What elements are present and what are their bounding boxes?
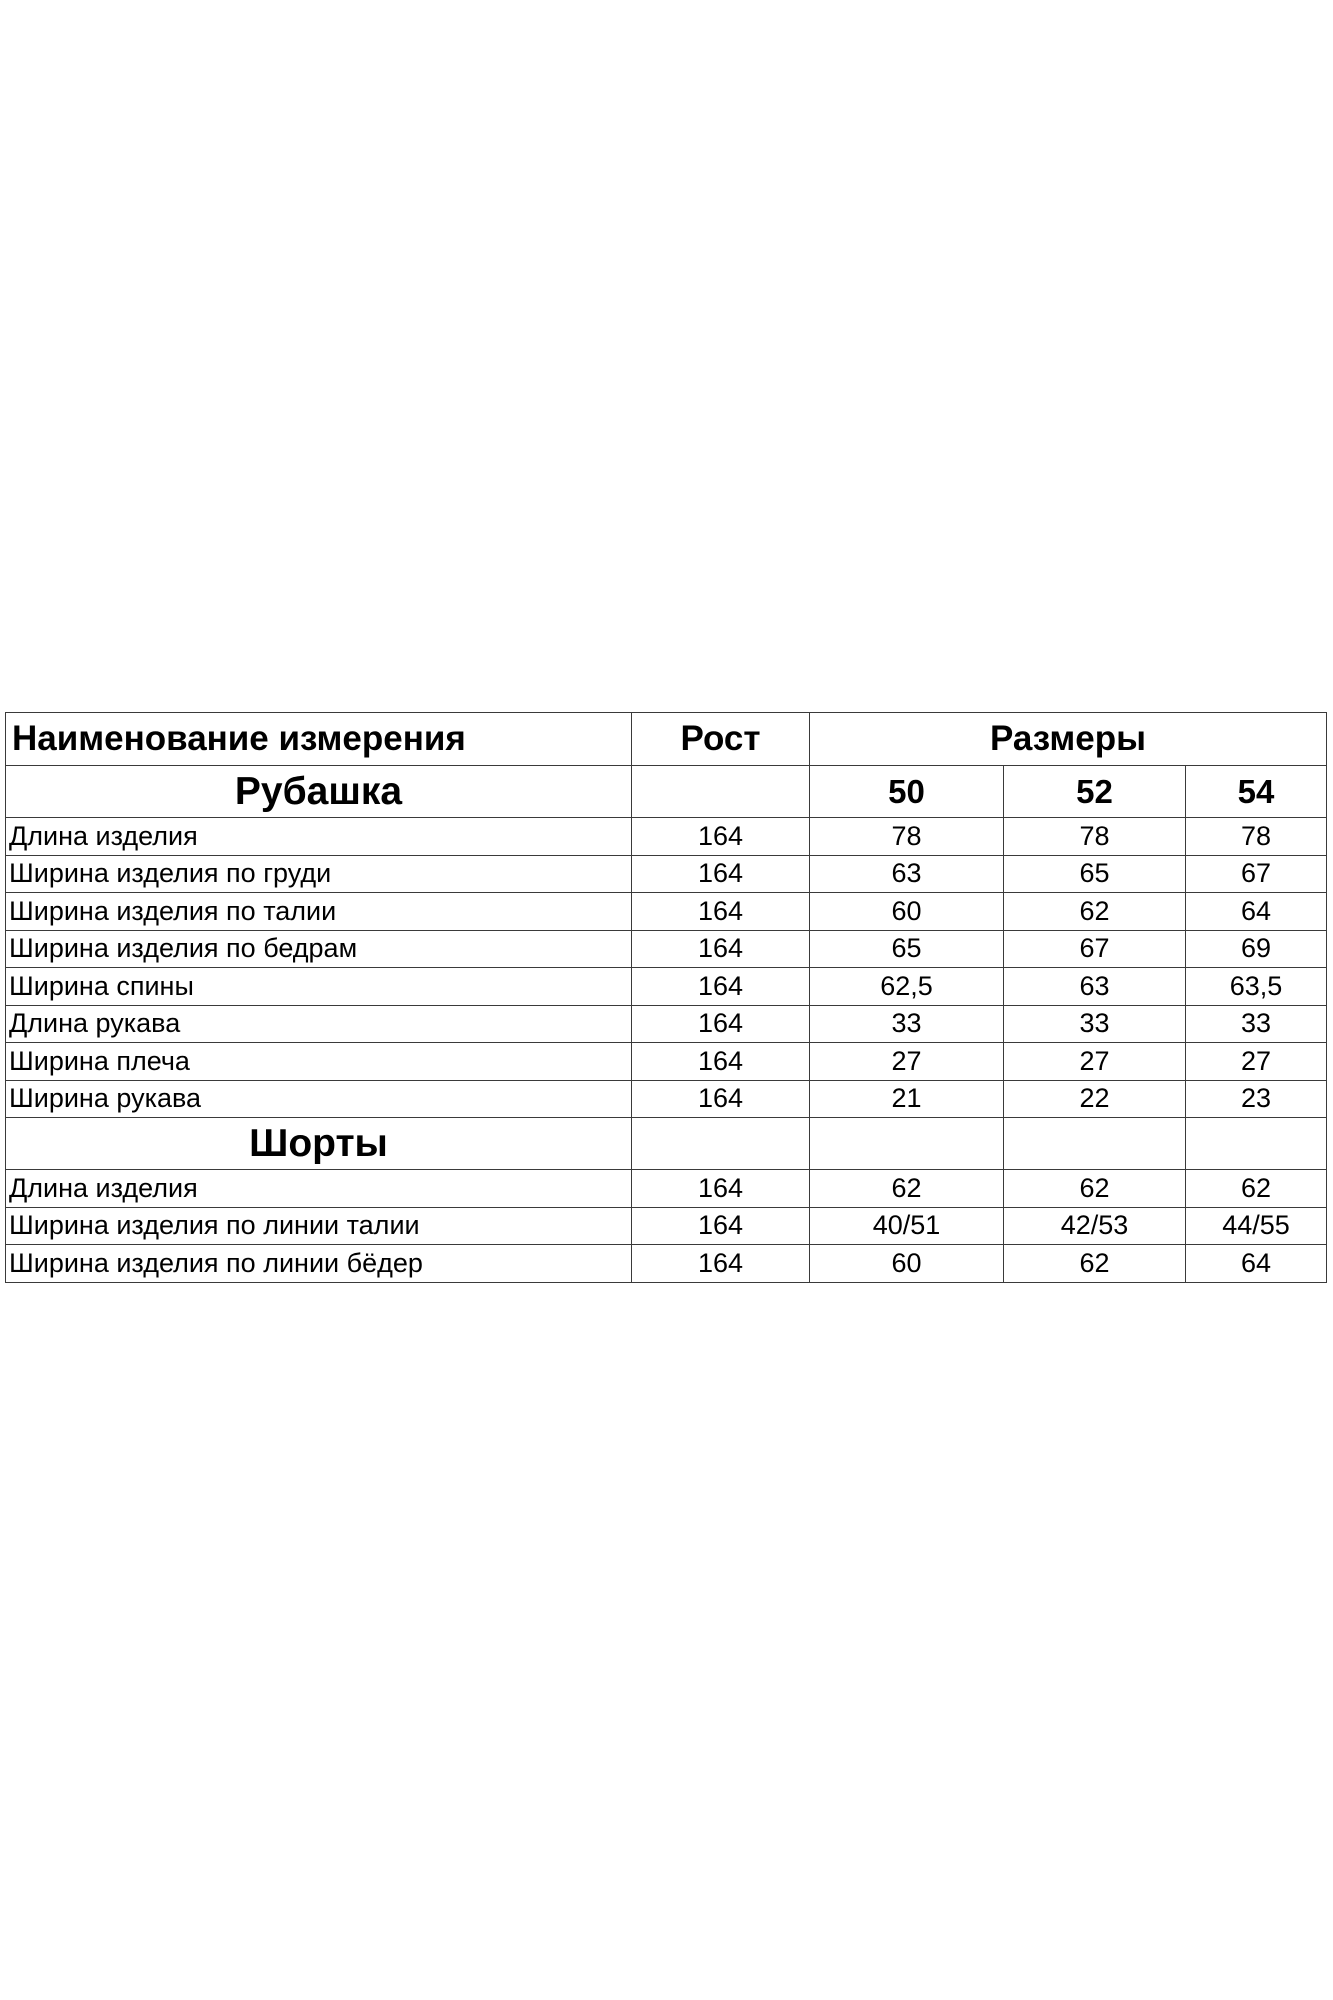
section-title-shirt: Рубашка [6, 766, 632, 818]
size-value: 60 [810, 1245, 1004, 1283]
size-value: 22 [1004, 1080, 1186, 1118]
measurement-name: Ширина изделия по бедрам [6, 930, 632, 968]
height-value: 164 [632, 1043, 810, 1081]
measurement-name: Ширина плеча [6, 1043, 632, 1081]
table-row [6, 1170, 1327, 1208]
size-value: 42/53 [1004, 1207, 1186, 1245]
size-value: 78 [810, 818, 1004, 856]
table-row [6, 1245, 1327, 1283]
size-chart-table [5, 712, 1327, 1283]
table-row [6, 968, 1327, 1006]
size-value: 27 [1186, 1043, 1327, 1081]
height-value: 164 [632, 818, 810, 856]
size-value: 23 [1186, 1080, 1327, 1118]
height-value: 164 [632, 893, 810, 931]
height-value: 164 [632, 1245, 810, 1283]
measurement-name: Длина изделия [6, 818, 632, 856]
section-header-row [6, 1118, 1327, 1170]
measurement-name: Длина рукава [6, 1005, 632, 1043]
empty-cell [810, 1118, 1004, 1170]
size-value: 63,5 [1186, 968, 1327, 1006]
size-value: 62 [1186, 1170, 1327, 1208]
size-value: 62 [810, 1170, 1004, 1208]
empty-cell [632, 766, 810, 818]
header-measurement-name: Наименование измерения [6, 713, 632, 766]
header-sizes: Размеры [810, 713, 1327, 766]
size-value: 64 [1186, 1245, 1327, 1283]
header-height: Рост [632, 713, 810, 766]
empty-cell [1004, 1118, 1186, 1170]
size-value: 64 [1186, 893, 1327, 931]
size-value: 44/55 [1186, 1207, 1327, 1245]
size-value: 62 [1004, 1245, 1186, 1283]
size-value: 67 [1004, 930, 1186, 968]
size-value: 21 [810, 1080, 1004, 1118]
table-row [6, 855, 1327, 893]
size-value: 62 [1004, 893, 1186, 931]
size-value: 63 [810, 855, 1004, 893]
size-value: 78 [1004, 818, 1186, 856]
table-row [6, 893, 1327, 931]
size-label: 52 [1004, 766, 1186, 818]
height-value: 164 [632, 930, 810, 968]
table-row [6, 818, 1327, 856]
size-value: 78 [1186, 818, 1327, 856]
size-value: 27 [1004, 1043, 1186, 1081]
measurement-name: Ширина изделия по линии талии [6, 1207, 632, 1245]
section-header-row [6, 766, 1327, 818]
size-value: 60 [810, 893, 1004, 931]
height-value: 164 [632, 1170, 810, 1208]
section-title: Шорты [6, 1118, 632, 1170]
table-row [6, 930, 1327, 968]
header-row [6, 713, 1327, 766]
table-row [6, 1005, 1327, 1043]
measurement-name: Ширина изделия по груди [6, 855, 632, 893]
height-value: 164 [632, 855, 810, 893]
table-row [6, 1207, 1327, 1245]
empty-cell [1186, 1118, 1327, 1170]
measurement-name: Ширина спины [6, 968, 632, 1006]
empty-cell [632, 1118, 810, 1170]
size-label: 54 [1186, 766, 1327, 818]
table-row [6, 1043, 1327, 1081]
size-value: 65 [810, 930, 1004, 968]
height-value: 164 [632, 1080, 810, 1118]
size-value: 33 [1186, 1005, 1327, 1043]
measurement-name: Ширина изделия по линии бёдер [6, 1245, 632, 1283]
height-value: 164 [632, 968, 810, 1006]
measurement-name: Ширина рукава [6, 1080, 632, 1118]
measurement-name: Длина изделия [6, 1170, 632, 1208]
size-value: 33 [1004, 1005, 1186, 1043]
height-value: 164 [632, 1207, 810, 1245]
size-value: 65 [1004, 855, 1186, 893]
size-value: 63 [1004, 968, 1186, 1006]
size-value: 62,5 [810, 968, 1004, 1006]
size-value: 69 [1186, 930, 1327, 968]
table-row [6, 1080, 1327, 1118]
height-value: 164 [632, 1005, 810, 1043]
size-label: 50 [810, 766, 1004, 818]
measurement-name: Ширина изделия по талии [6, 893, 632, 931]
size-value: 62 [1004, 1170, 1186, 1208]
size-value: 67 [1186, 855, 1327, 893]
size-value: 33 [810, 1005, 1004, 1043]
size-value: 40/51 [810, 1207, 1004, 1245]
size-value: 27 [810, 1043, 1004, 1081]
